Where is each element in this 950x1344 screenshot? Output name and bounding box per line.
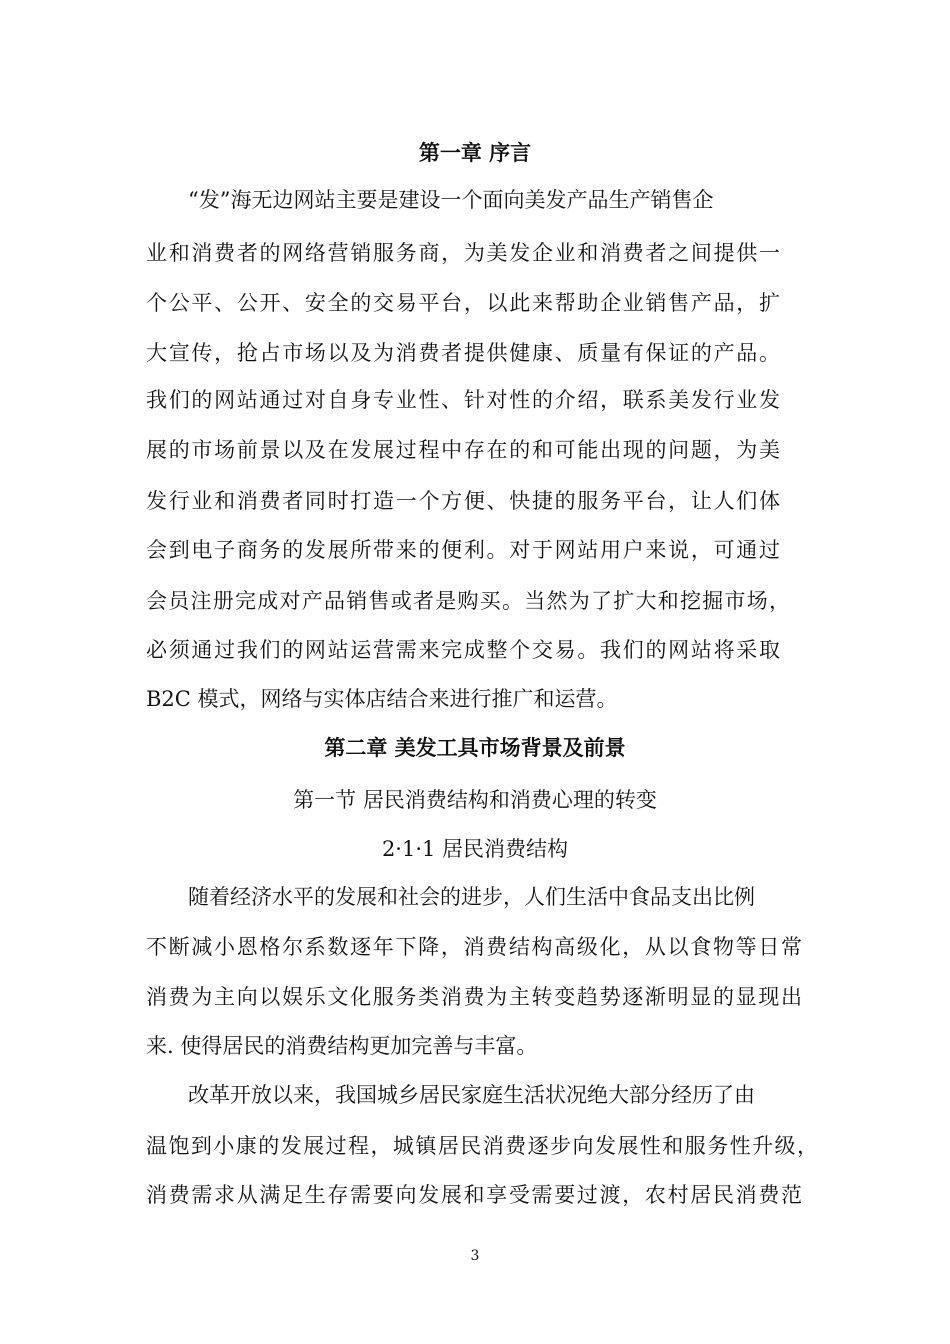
paragraph-line: 会到电子商务的发展所带来的便利。对于网站用户来说，可通过 — [146, 538, 780, 562]
paragraph-line: 必须通过我们的网站运营需来完成整个交易。我们的网站将采取 — [146, 638, 780, 662]
paragraph-line: 我们的网站通过对自身专业性、针对性的介绍，联系美发行业发 — [146, 388, 780, 412]
chapter2-title: 第二章 美发工具市场背景及前景 — [324, 735, 626, 760]
paragraph-line: 业和消费者的网络营销服务商，为美发企业和消费者之间提供一 — [146, 241, 780, 265]
paragraph-line: 随着经济水平的发展和社会的进步，人们生活中食品支出比例 — [188, 885, 755, 909]
paragraph-line: 展的市场前景以及在发展过程中存在的和可能出现的问题，为美 — [146, 438, 780, 462]
paragraph-line: 来. 使得居民的消费结构更加完善与丰富。 — [146, 1034, 538, 1058]
paragraph-line: 个公平、公开、安全的交易平台，以此来帮助企业销售产品，扩 — [146, 291, 780, 315]
paragraph-line: 不断减小恩格尔系数逐年下降，消费结构高级化，从以食物等日常 — [146, 935, 802, 959]
paragraph-line: 温饱到小康的发展过程，城镇居民消费逐步向发展性和服务性升级， — [146, 1134, 818, 1158]
subsection-heading: 2·1·1 居民消费结构 — [381, 837, 569, 861]
paragraph-line: 改革开放以来，我国城乡居民家庭生活状况绝大部分经历了由 — [188, 1083, 755, 1107]
paragraph-line: 会员注册完成对产品销售或者是购买。当然为了扩大和挖掘市场， — [146, 589, 790, 613]
paragraph-line: B2C 模式，网络与实体店结合来进行推广和运营。 — [146, 687, 618, 711]
paragraph-line: 消费为主向以娱乐文化服务类消费为主转变趋势逐渐明显的显现出 — [146, 985, 802, 1009]
paragraph-line: 消费需求从满足生存需要向发展和享受需要过渡，农村居民消费范 — [146, 1183, 802, 1207]
paragraph-line: “发”海无边网站主要是建设一个面向美发产品生产销售企 — [188, 188, 714, 212]
paragraph-line: 发行业和消费者同时打造一个方便、快捷的服务平台，让人们体 — [146, 489, 780, 513]
section-heading: 第一节 居民消费结构和消费心理的转变 — [293, 788, 657, 812]
paragraph-line: 大宣传，抢占市场以及为消费者提供健康、质量有保证的产品。 — [146, 341, 780, 365]
page-number: 3 — [470, 1248, 480, 1264]
chapter1-title: 第一章 序言 — [418, 140, 532, 165]
